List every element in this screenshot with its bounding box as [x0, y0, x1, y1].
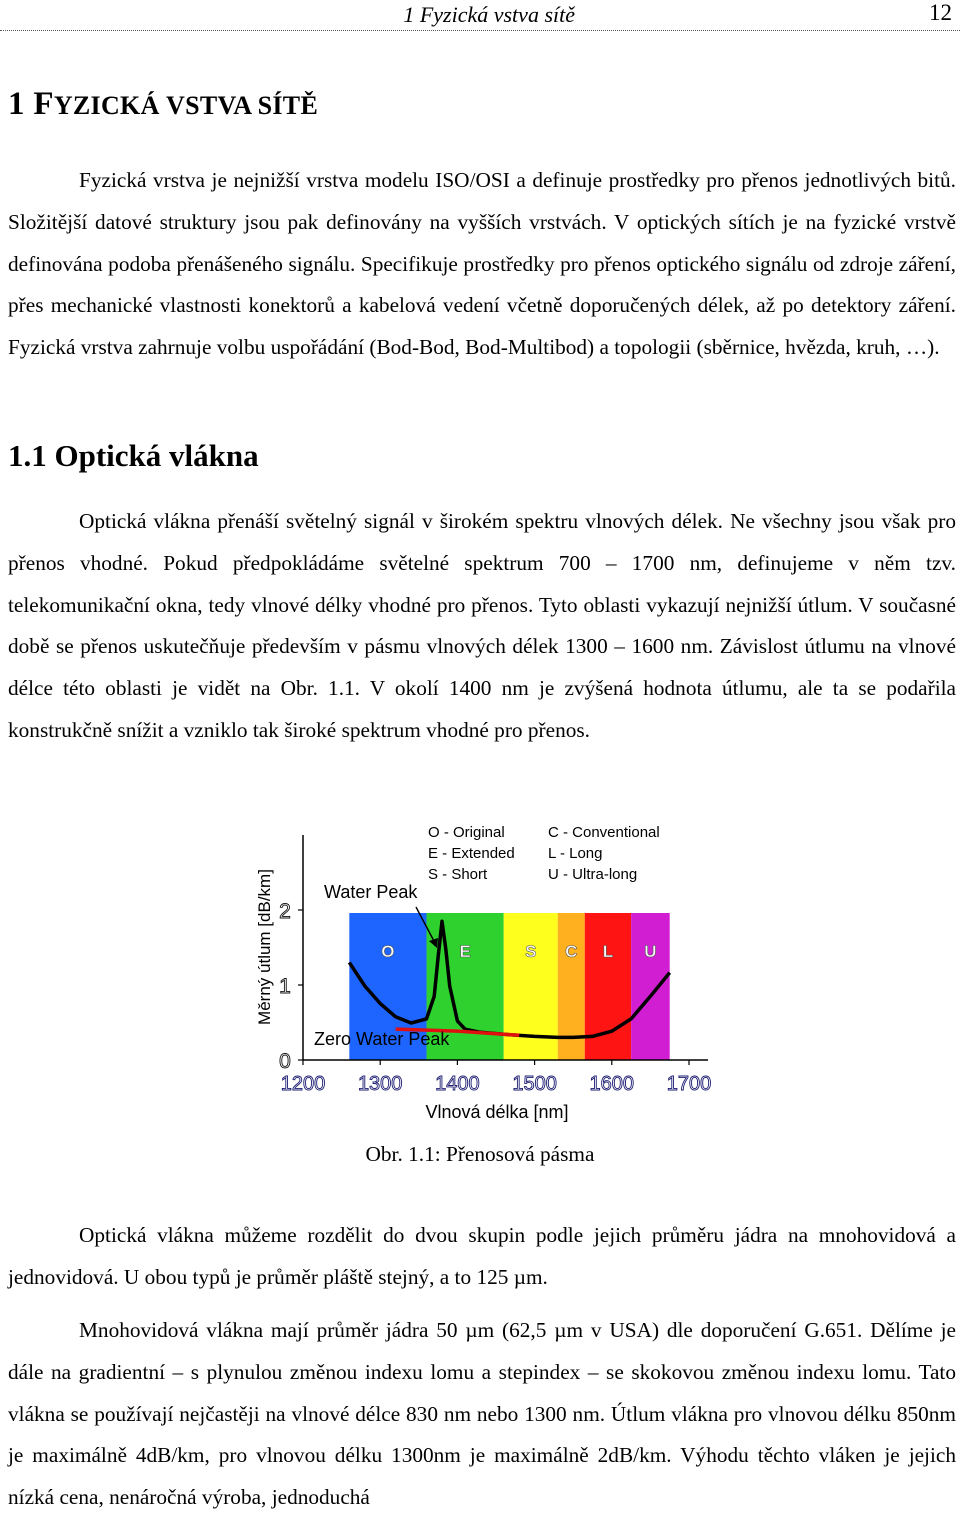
x-tick-label: 1400 [435, 1073, 480, 1095]
zero-water-peak-label: Zero Water Peak [314, 1029, 450, 1049]
band-label-o: O [381, 942, 395, 961]
page-header [0, 0, 960, 31]
band-label-l: L [602, 942, 614, 961]
paragraph-fiber-groups: Optická vlákna můžeme rozdělit do dvou skupin podle jejich průměru jádra na mnohovidová a jednovidová. U obou typů je průměr pláště stejný, a to 125 µm. [8, 1223, 956, 1289]
chapter-number: 1 [8, 86, 25, 122]
y-tick-label: 2 [279, 900, 291, 923]
legend-item-long: L - Long [548, 845, 603, 862]
running-title: 1 Fyzická vstva sítě [403, 2, 575, 27]
legend-item-short: S - Short [428, 866, 488, 883]
paragraph-intro: Fyzická vrstva je nejnižší vrstva modelu ISO/OSI a definuje prostředky pro přenos jednotlivých bitů. Složitější datové struktury jsou pak definovány na vyšších vrstvách. V optických sítích je na fyzické vrstvě definována podoba přenášeného signálu. Specifikuje prostředky pro přenos optického signálu od zdroje záření, přes mechanické vlastnosti konektorů a kabelová vedení včetně doporučených délek, až po detektory záření. Fyzická vrstva zahrnuje volbu uspořádání (Bod-Bod, Bod-Multibod) a topologii (sběrnice, hvězda, kruh, …). [8, 168, 956, 360]
figure-caption: Obr. 1.1: Přenosová pásma [365, 1142, 595, 1166]
band-label-s: S [525, 942, 537, 961]
x-axis-label: Vlnová délka [nm] [425, 1102, 569, 1122]
chapter-title-rest: YZICKÁ VSTVA SÍTĚ [53, 91, 319, 120]
x-tick-label: 1200 [280, 1073, 326, 1095]
x-tick-label: 1700 [666, 1073, 712, 1095]
figure-transmission-bands [244, 815, 716, 1127]
legend-item-extended: E - Extended [428, 845, 515, 862]
band-label-e: E [459, 942, 471, 961]
page-number: 12 [929, 0, 952, 25]
chapter-heading [8, 86, 318, 123]
paragraph-multimode-fibers: Mnohovidová vlákna mají průměr jádra 50 µm (62,5 µm v USA) dle doporučení G.651. Dělíme je dále na gradientní – s plynulou změnou indexu lomu a stepindex – se skokovou změnou indexu lomu. Tato vlákna se používají nejčastěji na vlnové délce 830 nm nebo 1300 nm. Útlum vlákna pro vlnovou délku 850nm je maximálně 4dB/km, pro vlnovou délku 1300nm je maximálně 2dB/km. Výhodu těchto vláken je jejich nízká cena, nenáročná výroba, jednoduchá [8, 1318, 956, 1510]
legend-item-ultra-long: U - Ultra-long [548, 866, 638, 883]
paragraph-optical-fibers: Optická vlákna přenáší světelný signál v širokém spektru vlnových délek. Ne všechny jsou však pro přenos vhodné. Pokud předpokládáme světelné spektrum 700 – 1700 nm, definujeme v něm tzv. telekomunikační okna, tedy vlnové délky vhodné pro přenos. Tyto oblasti vykazují nejnižší útlum. V současné době se přenos uskutečňuje především v pásmu vlnových délek 1300 – 1600 nm. Závislost útlumu na vlnové délce této oblasti je vidět na Obr. 1.1. V okolí 1400 nm je zvýšená hodnota útlumu, ale ta se podařila konstrukčně snížit a vzniklo tak široké spektrum vhodné pro přenos. [8, 509, 956, 742]
water-peak-label: Water Peak [324, 882, 418, 902]
x-tick-label: 1500 [512, 1073, 557, 1095]
legend-item-original: O - Original [428, 824, 505, 841]
legend-item-conventional: C - Conventional [548, 824, 660, 841]
band-label-u: U [644, 942, 657, 961]
chapter-title-first: F [33, 86, 54, 122]
band-label-c: C [565, 942, 578, 961]
band-u [631, 913, 670, 1060]
section-heading: 1.1 Optická vlákna [8, 438, 259, 473]
y-tick-label: 0 [279, 1050, 291, 1073]
x-tick-label: 1300 [357, 1073, 403, 1095]
x-tick-label: 1600 [589, 1073, 635, 1095]
y-axis-label: Měrný útlum [dB/km] [255, 869, 274, 1025]
y-tick-label: 1 [279, 975, 291, 998]
attenuation-chart [244, 815, 716, 1127]
